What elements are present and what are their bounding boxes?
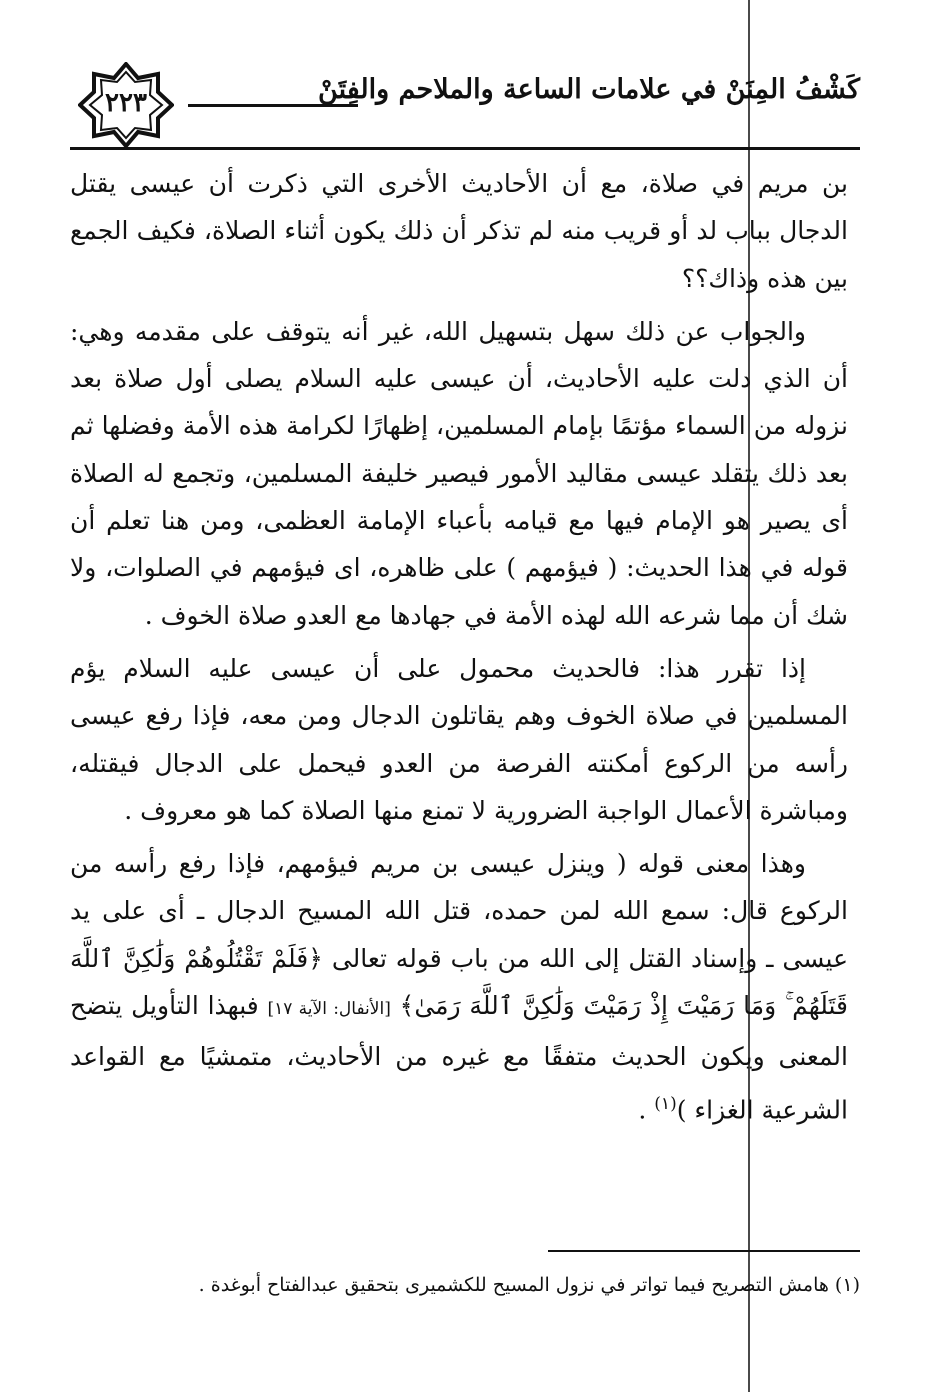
- running-title: كَشْفُ المِنَنْ في علامات الساعة والملاحم والفِتَنْ: [318, 74, 860, 105]
- page-number: ٢٢٣: [105, 88, 147, 118]
- paragraph-4-text: وهذا معنى قوله ( وينزل عيسى بن مريم فيؤمهم، فإذا رفع رأسه من الركوع قال: سمع الله لمن حمده، قتل الله المسيح الدجال ـ أى على يد عيسى ـ وإسناد القتل إلى الله من باب قوله تعالى: [70, 849, 849, 973]
- paragraph-3: إذا تقرر هذا: فالحديث محمول على أن عيسى عليه السلام يؤم المسلمين في صلاة الخوف وهم يقاتلون الدجال ومن معه، فإذا رفع عيسى رأسه من الركوع أمكنته الفرصة من العدو فيحمل على الدجال فيقتله، ومباشرة الأعمال الواجبة الضرورية لا تمنع منها الصلاة كما هو معروف .: [70, 653, 848, 825]
- verse-reference: [الأنفال: الآية ١٧]: [267, 999, 391, 1020]
- quran-open-bracket: ﴿: [308, 943, 323, 973]
- quran-close-bracket: ﴾: [399, 991, 415, 1021]
- paragraph-4: [70, 840, 848, 1133]
- main-text: [70, 160, 848, 1139]
- footnote-rule: [548, 1250, 860, 1252]
- footnote-marker: (١): [654, 1093, 677, 1114]
- paragraph-1: بن مريم في صلاة، مع أن الأحاديث الأخرى التي ذكرت أن عيسى يقتل الدجال بباب لد أو قريب منه لم تذكر أن ذلك يكون أثناء الصلاة، فكيف الجمع بين هذه وذاك؟؟: [70, 169, 848, 293]
- paragraph-4-continuation: فبهذا التأويل يتضح المعنى ويكون الحديث متفقًا مع غيره من الأحاديث، متمشيًا مع القواعد الشرعية الغزاء ): [70, 991, 848, 1124]
- header-underline: [70, 147, 860, 150]
- paragraph-2: والجواب عن ذلك سهل بتسهيل الله، غير أنه يتوقف على مقدمه وهي: أن الذي دلت عليه الأحاديث، أن عيسى عليه السلام يصلى أول صلاة بعد نزوله من السماء مؤتمًا بإمام المسلمين، إظهارًا لكرامة هذه الأمة وفضلها ثم بعد ذلك يتقلد عيسى مقاليد الأمور فيصير خليفة المسلمين، وتجمع له الصلاة أى يصير هو الإمام فيها مع قيامه بأعباء الإمامة العظمى، ومن هنا تعلم أن قوله في هذا الحديث: ( فيؤمهم ) على ظاهره، اى فيؤمهم في الصلوات، ولا شك أن مما شرعه الله لهذه الأمة في جهادها مع العدو صلاة الخوف .: [70, 316, 848, 630]
- quran-verse: فَلَمْ تَقْتُلُوهُمْ وَلَٰكِنَّ ٱللَّهَ قَتَلَهُمْ ۚ وَمَا رَمَيْتَ إِذْ رَمَيْتَ وَلَٰكِنَّ ٱللَّهَ رَمَىٰ: [70, 943, 848, 1021]
- footnote: (١) هامش التصريح فيما تواتر في نزول المسيح للكشميرى بتحقيق عبدالفتاح أبوغدة .: [198, 1274, 860, 1296]
- page-number-badge: [78, 62, 174, 148]
- page-header: [70, 62, 860, 148]
- paragraph-4-ending: .: [638, 1094, 655, 1124]
